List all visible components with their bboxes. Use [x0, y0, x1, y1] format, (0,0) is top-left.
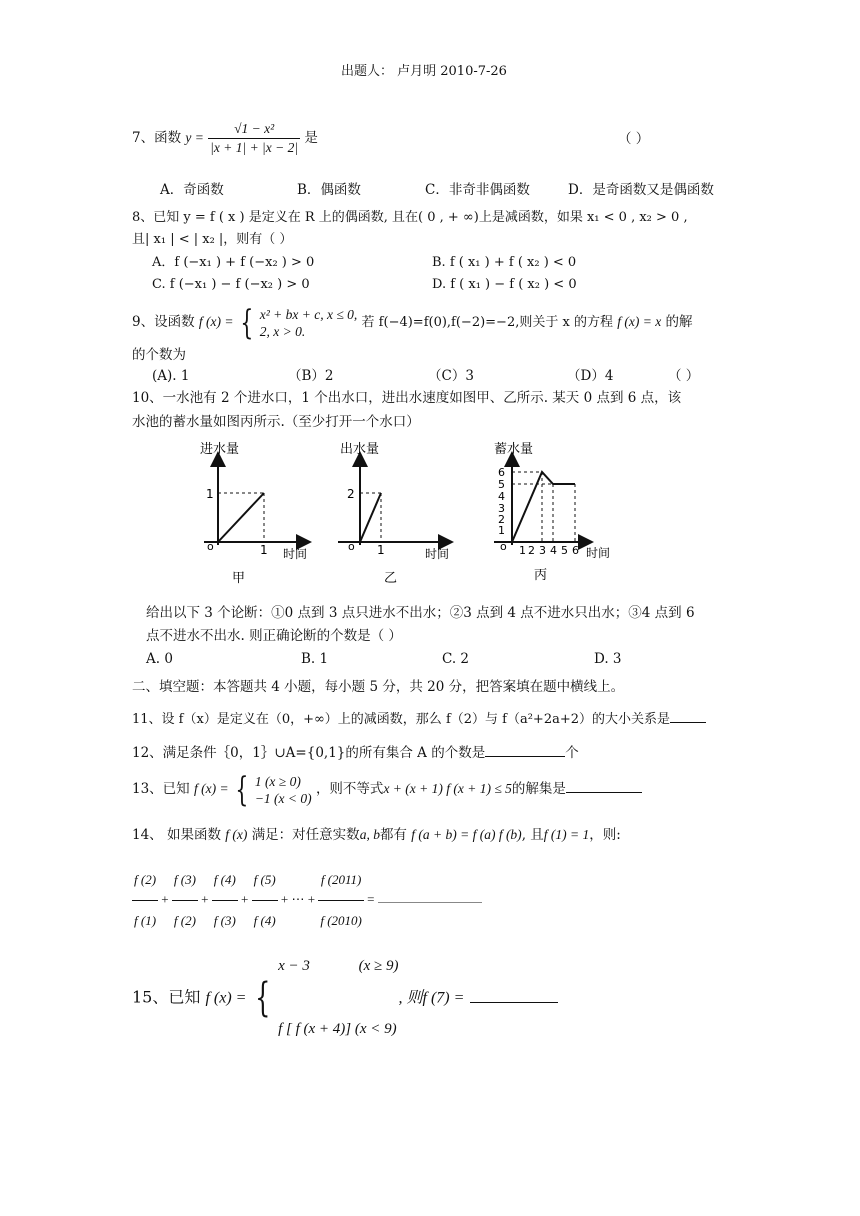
q7-option-c: C．非奇非偶函数 — [425, 182, 530, 198]
q9-option-d: （D）4 — [567, 368, 614, 384]
q14-frac-4-num: f (5) — [252, 860, 278, 901]
q9-answer-paren: （ ） — [668, 368, 700, 384]
graph-yi-ytick: 2 — [347, 487, 355, 501]
q10-option-a: A. 0 — [146, 651, 173, 667]
graph-bing-ytick-1: 1 — [498, 524, 505, 537]
q14-frac-3-num: f (4) — [212, 860, 238, 901]
q8-option-d: D. f ( x₁ ) − f ( x₂ ) < 0 — [432, 277, 577, 292]
q7-option-a: A．奇函数 — [160, 182, 224, 198]
graph-bing-ytick-4: 4 — [498, 490, 505, 503]
graph-yi-xlabel: 时间 — [425, 547, 450, 561]
q14-answer-blank[interactable] — [378, 888, 482, 903]
q14-plus-3: + — [241, 891, 249, 907]
q13-inequality: x + (x + 1) f (x + 1) ≤ 5 — [383, 781, 512, 796]
graph-bing — [478, 437, 628, 587]
q9-option-c: （C）3 — [428, 368, 474, 384]
q13-fx: f (x) = — [193, 781, 229, 796]
q11-text: 11、设 f（x）是定义在（0，+∞）上的减函数，那么 f（2）与 f（a²+2a+2）的大小关系是 — [132, 712, 671, 727]
q12-unit: 个 — [565, 745, 579, 761]
q12-text: 12、满足条件｛0，1｝∪A={0,1}的所有集合 A 的个数是 — [132, 745, 486, 761]
q14-fx: f (x) — [225, 827, 248, 842]
q15-fx: f (x) = — [205, 989, 247, 1007]
q10-option-d: D. 3 — [594, 651, 622, 667]
q10-option-c: C. 2 — [442, 651, 470, 667]
q14-text-d: , 且 — [521, 827, 544, 843]
q15-tail: , 则f (7) = — [398, 989, 465, 1007]
graph-bing-xtick-1: 1 — [519, 544, 526, 557]
q7-fn-lhs: y = — [185, 130, 204, 145]
q14-text-c: 都有 — [379, 827, 407, 843]
graph-bing-xtick-6: 6 — [572, 544, 579, 557]
q14-text-e: ，则: — [589, 827, 621, 843]
q13-case2: −1 (x < 0) — [254, 790, 312, 806]
q14-frac-5-num: f (2011) — [318, 860, 364, 901]
q14-frac-2-den: f (2) — [173, 913, 196, 928]
graph-bing-xtick-3: 3 — [539, 544, 546, 557]
q13-answer-blank[interactable] — [566, 780, 642, 793]
q10-line1: 10、一水池有 2 个进水口，1 个出水口，进出水速度如图甲、乙所示. 某天 0 点到 6 点，该 — [132, 390, 682, 406]
q9-text2: 的解 — [665, 314, 693, 330]
graph-bing-ytick-2: 2 — [498, 513, 505, 526]
graph-yi-line — [360, 493, 381, 542]
q11-answer-blank[interactable] — [670, 710, 706, 723]
q13-brace: { — [235, 769, 249, 810]
q15-line — [132, 914, 558, 1082]
q14-frac-4-den: f (4) — [253, 913, 276, 928]
graph-yi-caption: 乙 — [384, 571, 398, 586]
q15-answer-blank[interactable] — [470, 986, 558, 1003]
graph-jia-line — [218, 493, 264, 542]
q15-case1: x − 3 (x ≥ 9) — [278, 958, 399, 974]
q10-option-b: B. 1 — [301, 651, 329, 667]
q15-label: 15、已知 — [132, 987, 201, 1007]
graph-jia — [180, 437, 330, 587]
graph-jia-origin: o — [207, 540, 214, 553]
q8-option-b: B. f ( x₁ ) + f ( x₂ ) < 0 — [432, 255, 577, 270]
q8-line2: 且| x₁ | < | x₂ |，则有（ ） — [132, 232, 293, 247]
q14-ab: a, b — [359, 827, 380, 842]
graph-bing-xtick-4: 4 — [550, 544, 557, 557]
graph-bing-caption: 丙 — [534, 568, 548, 583]
q13-case1: 1 (x ≥ 0) — [254, 773, 301, 789]
graph-bing-xtick-5: 5 — [561, 544, 568, 557]
q7-numerator: √1 − x² — [208, 120, 300, 139]
q14-text-a: 14、 如果函数 — [132, 827, 221, 843]
graph-jia-caption: 甲 — [232, 571, 246, 586]
q7-option-d: D．是奇函数又是偶函数 — [568, 182, 714, 198]
graph-yi-ylabel: 出水量 — [340, 442, 380, 457]
graph-jia-xlabel: 时间 — [283, 547, 308, 561]
q7-option-b: B．偶函数 — [297, 182, 361, 198]
q10-judge-line2: 点不进水不出水. 则正确论断的个数是（ ） — [146, 628, 402, 644]
q15-case2: f [ f (x + 4)] (x < 9) — [278, 1021, 397, 1037]
q9-option-a: (A). 1 — [152, 368, 190, 384]
q14-plus-1: + — [161, 891, 169, 907]
q9-case2: 2, x > 0. — [259, 323, 306, 339]
q15-brace: { — [254, 975, 270, 1021]
q14-rule: f (a + b) = f (a) f (b) — [411, 827, 522, 842]
q9-line1 — [132, 304, 693, 341]
q13-tail: 的解集是 — [511, 781, 566, 797]
graph-bing-xlabel: 时间 — [586, 546, 611, 560]
q9-fx: f (x) = — [198, 314, 234, 329]
q13-cases — [255, 773, 312, 807]
graph-yi — [322, 437, 472, 587]
q14-dots: + ⋯ + — [280, 891, 316, 907]
q14-frac-5-den: f (2010) — [320, 913, 362, 928]
q14-plus-2: + — [201, 891, 209, 907]
q12-answer-blank[interactable] — [485, 744, 565, 757]
graph-jia-ytick: 1 — [206, 487, 214, 501]
q9-cases — [260, 306, 358, 340]
q8-option-a: A．f (−x₁ ) + f (−x₂ ) > 0 — [152, 255, 315, 270]
q12-line — [132, 744, 579, 762]
q13-line — [132, 770, 642, 808]
q14-frac-1-den: f (1) — [134, 913, 157, 928]
section-heading-fill-in: 二、填空题：本答题共 4 小题，每小题 5 分，共 20 分，把答案填在题中横线上。 — [132, 679, 625, 695]
q14-f1: f (1) = 1 — [543, 827, 590, 842]
graph-bing-line — [512, 472, 575, 542]
q9-equation: f (x) = x — [617, 314, 662, 329]
q13-text: ，则不等式 — [315, 781, 384, 797]
graph-bing-ytick-5: 5 — [498, 478, 505, 491]
q9-label: 9、设函数 — [132, 314, 195, 330]
graph-jia-ylabel: 进水量 — [200, 442, 240, 457]
q14-text-b: 满足：对任意实数 — [251, 827, 360, 843]
q7-line — [132, 118, 318, 158]
graph-yi-origin: o — [348, 540, 355, 553]
q7-fraction — [208, 120, 300, 157]
q13-label: 13、已知 — [132, 781, 190, 797]
q9-brace: { — [240, 302, 254, 343]
graph-bing-ytick-3: 3 — [498, 502, 505, 515]
graph-bing-xtick-2: 2 — [528, 544, 535, 557]
q11-line — [132, 710, 706, 729]
graph-bing-origin: o — [500, 540, 507, 553]
q14-equals: = — [367, 891, 375, 907]
q7-answer-paren: （ ） — [618, 131, 650, 147]
q10-judge-line1: 给出以下 3 个论断：①0 点到 3 点只进水不出水；②3 点到 4 点不进水只出水；③4 点到 6 — [146, 605, 695, 621]
q7-label: 7、函数 — [132, 130, 182, 146]
q7-denominator: |x + 1| + |x − 2| — [210, 140, 299, 155]
q9-case1: x² + bx + c, x ≤ 0, — [259, 306, 358, 322]
q9-line2: 的个数为 — [132, 347, 186, 363]
q9-option-b: （B）2 — [288, 368, 334, 384]
graph-jia-xtick: 1 — [260, 543, 268, 557]
q14-frac-2-num: f (3) — [172, 860, 198, 901]
q14-frac-1-num: f (2) — [132, 860, 158, 901]
q15-cases — [278, 914, 398, 1082]
q7-tail: 是 — [304, 130, 318, 146]
page-header: 出题人： 卢月明 2010-7-26 — [341, 64, 507, 79]
q10-line2: 水池的蓄水量如图丙所示.（至少打开一个水口） — [132, 414, 420, 430]
graph-bing-ytick-6: 6 — [498, 466, 505, 479]
q14-line1 — [132, 826, 621, 844]
graph-bing-ylabel: 蓄水量 — [494, 442, 534, 457]
graph-yi-xtick: 1 — [377, 543, 385, 557]
q14-frac-3-den: f (3) — [213, 913, 236, 928]
q8-line1: 8、已知 y = f ( x ) 是定义在 R 上的偶函数, 且在( 0 , + ∞)上是减函数，如果 x₁ < 0 , x₂ > 0 , — [132, 210, 688, 225]
q8-option-c: C. f (−x₁ ) − f (−x₂ ) > 0 — [152, 277, 310, 292]
q9-text1: 若 f(−4)=f(0),f(−2)=−2,则关于 x 的方程 — [361, 315, 613, 330]
